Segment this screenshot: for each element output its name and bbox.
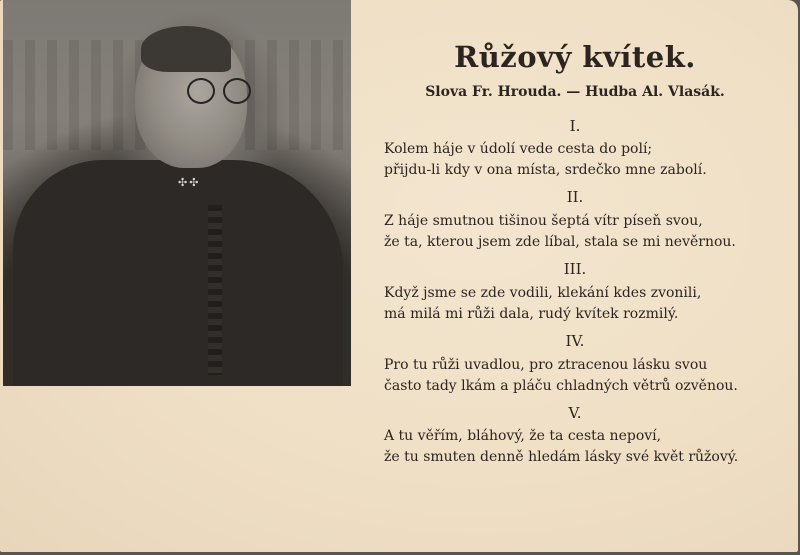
verse-number: IV.	[565, 332, 585, 350]
verse-number: II.	[566, 188, 584, 206]
verse-line: Když jsme se zde vodili, klekání kdes zvonili,	[384, 285, 702, 301]
verse-line: často tady lkám a pláču chladných větrů ozvěnou.	[384, 378, 738, 394]
song-title: Růžový kvítek.	[454, 40, 696, 74]
verse-line: Z háje smutnou tišinou šeptá vítr píseň svou,	[384, 213, 703, 229]
portrait-photo	[3, 0, 351, 386]
cassock-buttons	[208, 205, 222, 375]
verse-line: Kolem háje v údolí vede cesta do polí;	[384, 141, 653, 157]
verse-number: I.	[569, 117, 581, 135]
hair	[141, 26, 231, 72]
verse-line: má milá mi růži dala, rudý kvítek rozmilý.	[384, 306, 679, 322]
song-credits: Slova Fr. Hrouda. — Hudba Al. Vlasák.	[425, 84, 725, 100]
verse-line: přijdu-li kdy v ona místa, srdečko mne zabolí.	[384, 162, 707, 178]
verse-line: A tu věřím, bláhový, že ta cesta nepoví,	[384, 428, 662, 444]
verse-number: III.	[563, 260, 587, 278]
verse-line: Pro tu růži uvadlou, pro ztracenou lásku svou	[384, 357, 708, 373]
verse-line: že ta, kterou jsem zde líbal, stala se mi nevěrnou.	[384, 234, 736, 250]
verse-line: že tu smuten denně hledám lásky své květ růžový.	[384, 449, 739, 465]
verse-number: V.	[568, 404, 582, 422]
glasses	[183, 78, 253, 104]
collar-emblem: ✣✣	[178, 176, 201, 189]
cassock	[13, 160, 343, 386]
